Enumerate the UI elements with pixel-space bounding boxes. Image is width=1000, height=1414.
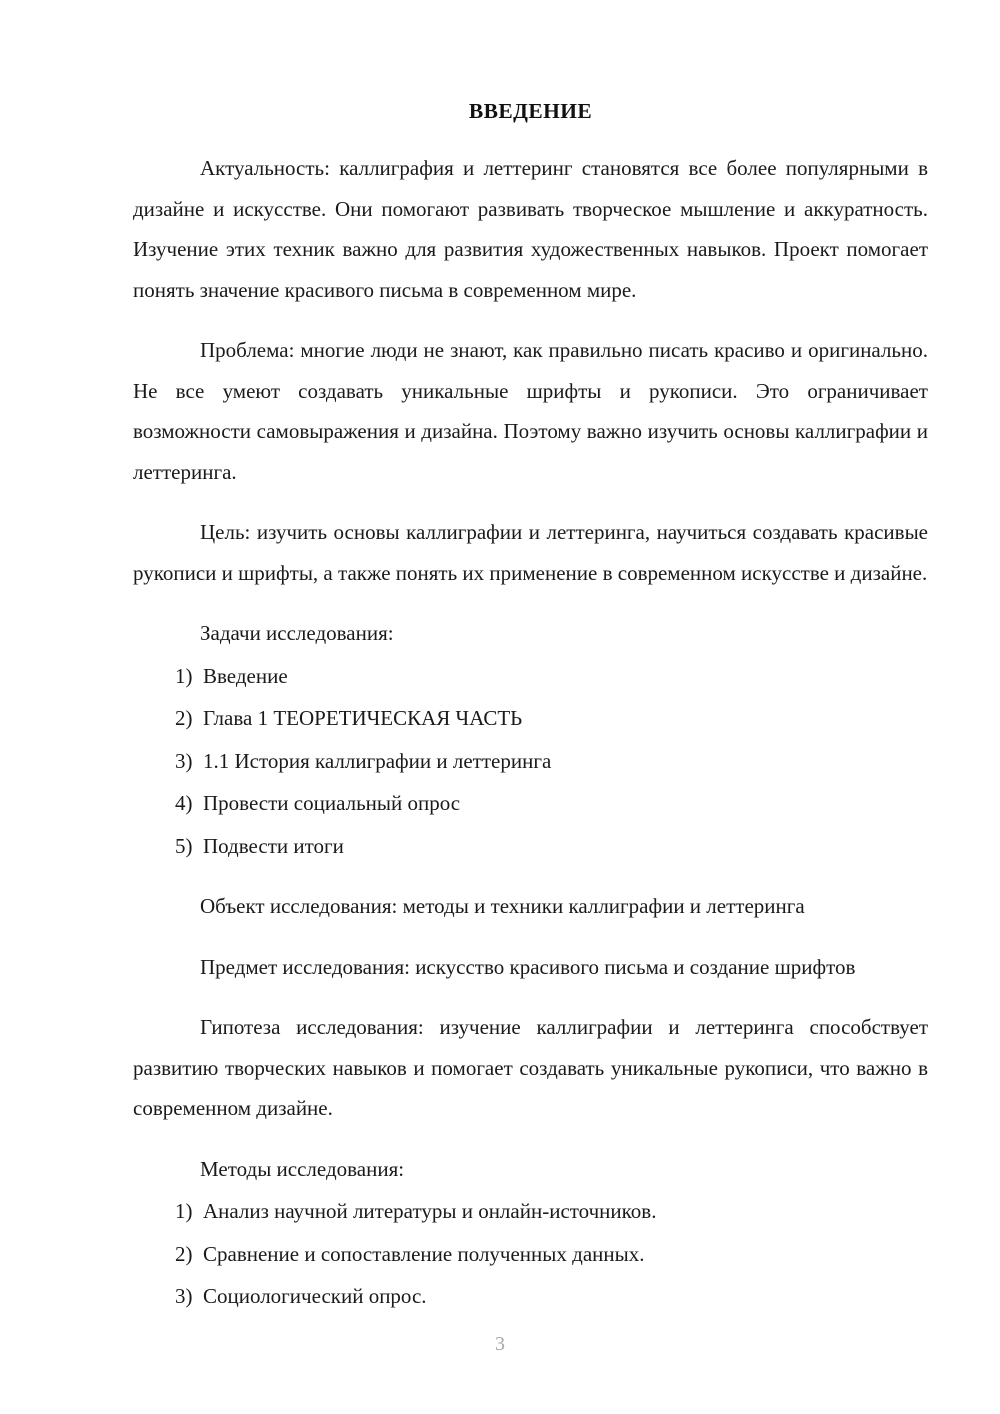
document-body — [133, 0, 928, 1317]
list-item — [133, 1232, 928, 1275]
list-item — [133, 654, 928, 697]
tasks-list — [133, 654, 928, 867]
paragraph-problem: Проблема: многие люди не знают, как правильно писать красиво и оригинально. Не все умеют создавать уникальные шрифты и рукописи. Это ограничивает возможности самовыражения и дизайна. Поэтому важно изучить основы каллиграфии и леттеринга. — [133, 338, 928, 484]
paragraph-relevance: Актуальность: каллиграфия и леттеринг становятся все более популярными в дизайне и искусстве. Они помогают развивать творческое мышление и аккуратность. Изучение этих техник важно для развития художественных навыков. Проект помогает понять значение красивого письма в современном мире. — [133, 156, 928, 302]
page-title: ВВЕДЕНИЕ — [468, 99, 593, 123]
paragraph-goal: Цель: изучить основы каллиграфии и леттеринга, научиться создавать красивые рукописи и шрифты, а также понять их применение в современном искусстве и дизайне. — [133, 520, 928, 585]
list-item — [133, 739, 928, 782]
list-item-marker: 2) — [175, 706, 198, 730]
list-item-label: Введение — [203, 663, 288, 688]
paragraph-object: Объект исследования: методы и техники каллиграфии и леттеринга — [200, 894, 805, 918]
list-item-label: 1.1 История каллиграфии и леттеринга — [203, 748, 552, 773]
list-item — [133, 781, 928, 824]
list-item-marker: 3) — [175, 748, 198, 773]
list-item-label: Глава 1 ТЕОРЕТИЧЕСКАЯ ЧАСТЬ — [203, 706, 523, 730]
list-item-marker: 4) — [175, 791, 198, 815]
page-number-footer: 3 — [495, 1333, 505, 1355]
list-item-label: Сравнение и сопоставление полученных данных. — [203, 1241, 645, 1266]
paragraph-hypothesis: Гипотеза исследования: изучение каллиграфии и леттеринга способствует развитию творческих навыков и помогает создавать уникальные рукописи, что важно в современном дизайне. — [133, 1015, 928, 1120]
methods-heading: Методы исследования: — [200, 1156, 405, 1181]
list-item-marker: 3) — [175, 1284, 198, 1308]
tasks-heading: Задачи исследования: — [200, 621, 394, 645]
list-item — [133, 824, 928, 867]
list-item-marker: 1) — [175, 1199, 198, 1223]
list-item-marker: 2) — [175, 1241, 198, 1266]
list-item — [133, 1189, 928, 1232]
list-item-label: Анализ научной литературы и онлайн-источников. — [203, 1199, 657, 1223]
methods-list — [133, 1189, 928, 1317]
list-item-label: Социологический опрос. — [203, 1284, 427, 1308]
paragraph-subject: Предмет исследования: искусство красивого письма и создание шрифтов — [200, 954, 856, 979]
list-item — [133, 696, 928, 739]
list-item-label: Провести социальный опрос — [203, 791, 461, 815]
list-item-marker: 5) — [175, 833, 198, 858]
list-item-label: Подвести итоги — [203, 833, 344, 858]
list-item — [133, 1274, 928, 1317]
list-item-marker: 1) — [175, 663, 198, 688]
